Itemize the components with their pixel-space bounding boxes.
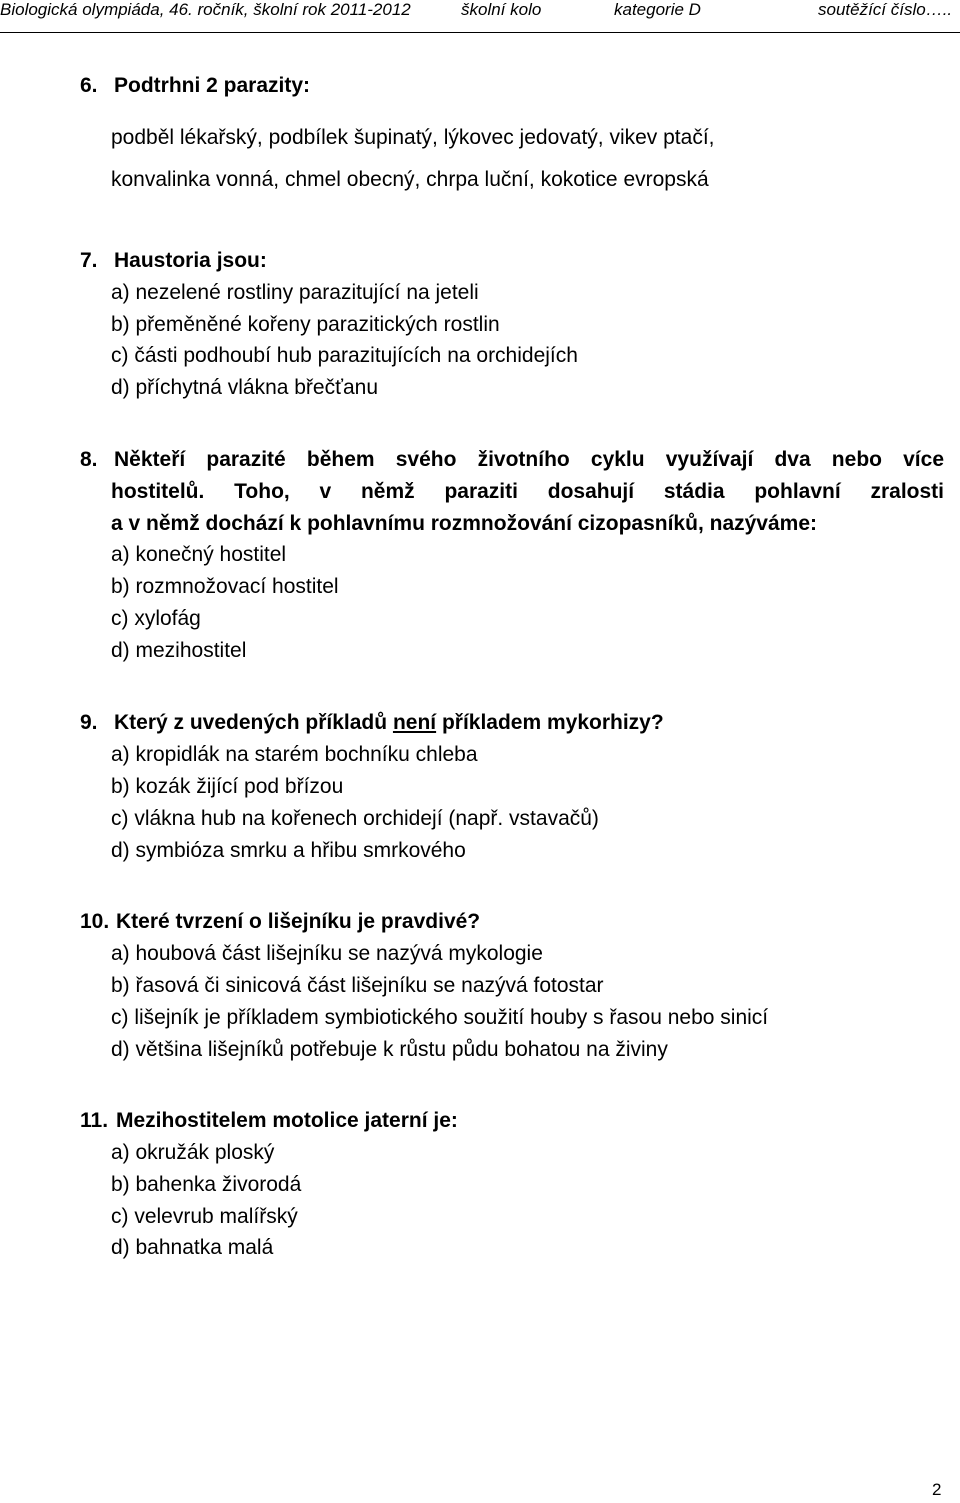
page-header: [0, 0, 960, 33]
page-number: 2: [932, 1480, 942, 1499]
question-text: Mezihostitelem motolice jaterní je:: [116, 1109, 458, 1132]
answer-option: a) kropidlák na starém bochníku chleba: [111, 743, 478, 766]
answer-option: c) lišejník je příkladem symbiotického soužití houby s řasou nebo sinicí: [111, 1006, 769, 1029]
answer-option: c) xylofág: [111, 607, 201, 630]
header-contestant-number: soutěžící číslo…..: [818, 0, 953, 19]
question-title-line: a v němž dochází k pohlavnímu rozmnožování cizopasníků, nazýváme:: [111, 512, 818, 535]
answer-option: a) houbová část lišejníku se nazývá mykologie: [111, 942, 543, 965]
answer-option: c) velevrub malířský: [111, 1205, 298, 1228]
question-text: Které tvrzení o lišejníku je pravdivé?: [116, 910, 481, 933]
answer-option: b) přeměněné kořeny parazitických rostlin: [111, 313, 500, 336]
answer-option: b) řasová či sinicová část lišejníku se nazývá fotostar: [111, 974, 604, 997]
question-title: [80, 70, 944, 102]
answer-option: d) příchytná vlákna břečťanu: [111, 376, 379, 399]
answer-option: d) bahnatka malá: [111, 1236, 274, 1259]
question-title: [80, 245, 944, 277]
question-text: příkladem mykorhizy?: [441, 711, 664, 734]
header-olympiad: Biologická olympiáda, 46. ročník, školní rok 2011-2012: [0, 0, 411, 19]
question-text: Který z uvedených příkladů: [114, 711, 388, 734]
question-number: 8.: [80, 448, 98, 471]
question-title: [80, 906, 944, 938]
answer-option: a) okružák ploský: [111, 1141, 275, 1164]
question-title-line: [111, 476, 944, 508]
question-text-underlined: není: [392, 711, 437, 734]
question-number: 10.: [80, 910, 110, 933]
question-number: 9.: [80, 711, 98, 734]
question-number: 6.: [80, 74, 98, 97]
question-number: 11.: [80, 1109, 109, 1132]
question-title: [80, 444, 944, 540]
answer-option: a) nezelené rostliny parazitující na jeteli: [111, 281, 479, 304]
question-text-bold: hostitelů.: [111, 480, 205, 503]
answer-option: c) vlákna hub na kořenech orchidejí (např. vstavačů): [111, 807, 599, 830]
question-text: Podtrhni 2 parazity:: [114, 74, 311, 97]
question-text: Někteří parazité během svého životního cyklu využívají dva nebo více: [114, 448, 944, 471]
header-round: školní kolo: [461, 0, 542, 19]
plant-list-line: podběl lékařský, podbílek šupinatý, lýkovec jedovatý, vikev ptačí,: [111, 126, 715, 149]
answer-option: b) bahenka živorodá: [111, 1173, 302, 1196]
question-number: 7.: [80, 249, 98, 272]
answer-option: a) konečný hostitel: [111, 543, 287, 566]
answer-option: b) rozmnožovací hostitel: [111, 575, 339, 598]
answer-option: b) kozák žijící pod břízou: [111, 775, 344, 798]
question-text: Toho, v němž paraziti dosahují stádia pohlavní zralosti: [234, 480, 944, 503]
question-text: Haustoria jsou:: [114, 249, 267, 272]
question-title: [80, 707, 944, 739]
answer-option: c) části podhoubí hub parazitujících na orchidejích: [111, 344, 578, 367]
answer-option: d) mezihostitel: [111, 639, 247, 662]
plant-list-line: konvalinka vonná, chmel obecný, chrpa luční, kokotice evropská: [111, 168, 709, 191]
answer-option: d) symbióza smrku a hřibu smrkového: [111, 839, 466, 862]
header-category: kategorie D: [614, 0, 701, 19]
answer-option: d) většina lišejníků potřebuje k růstu půdu bohatou na živiny: [111, 1038, 668, 1061]
question-title-line: [80, 444, 944, 476]
question-title: [80, 1105, 944, 1137]
